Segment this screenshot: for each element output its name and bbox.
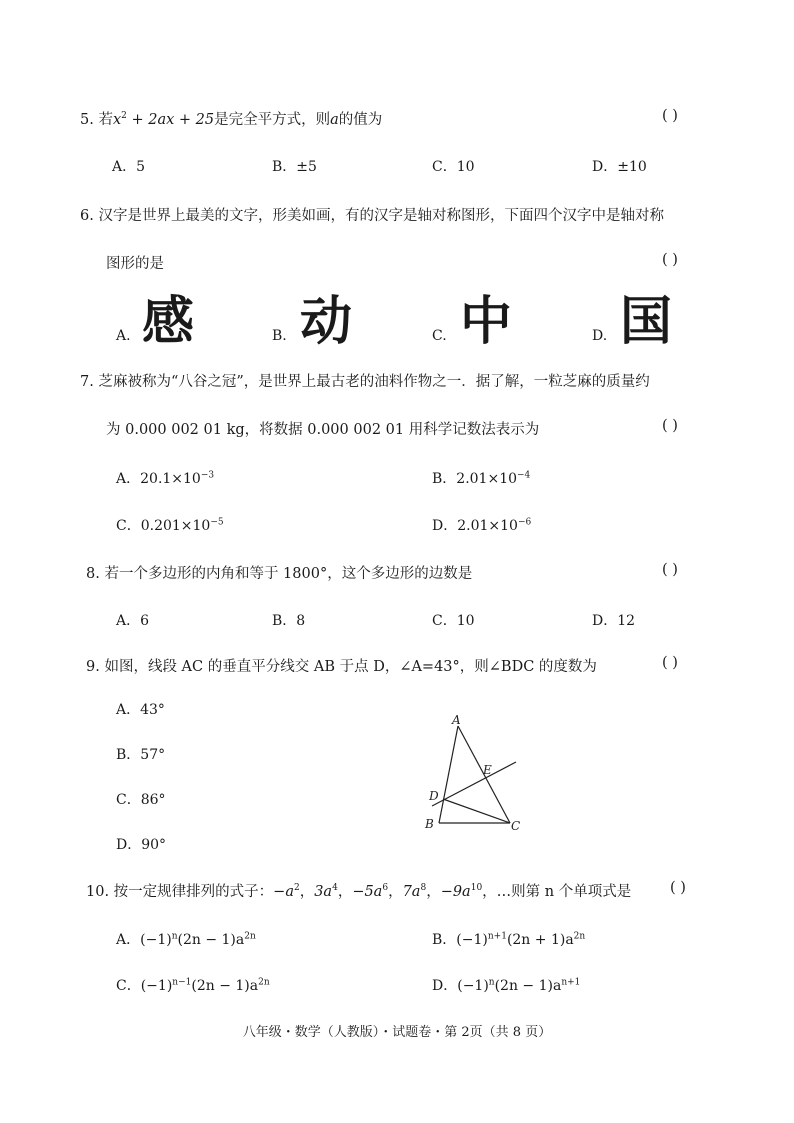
q6-label-a[interactable]: A. [116,328,131,344]
q10-option-d-e2: n+1 [561,977,581,988]
q8-answer-paren[interactable]: ( ) [662,562,678,578]
q5-expr-main: x [112,112,122,128]
q10-option-c-e1: n−1 [172,977,192,988]
q7-option-b-exp: −4 [517,470,531,481]
segment-ab [439,726,458,823]
q8-option-a[interactable]: A．6 [116,613,150,629]
q8-option-b[interactable]: B．8 [272,613,306,629]
q10-term-3: −5a [352,884,383,900]
q5-var: a [330,112,339,128]
q7-option-d[interactable] [432,515,531,535]
q10-option-b[interactable] [432,929,585,949]
q6-number: 6. [80,208,94,224]
q5-option-b[interactable]: B．±5 [272,159,317,175]
q7-option-b-base: 2.01×10 [456,471,518,487]
q10-text-post: …则第 n 个单项式是 [496,884,632,900]
q7-option-d-label: D． [432,518,458,534]
q5-option-d[interactable]: D．±10 [592,159,647,175]
q5-answer-paren[interactable]: ( ) [662,108,678,124]
point-label-a: A [452,713,461,727]
q6-char-a: 感 [142,292,195,352]
q10-text-pre: 按一定规律排列的式子： [113,884,274,900]
q7-number: 7. [80,374,94,390]
q10-option-d-label: D． [432,978,458,994]
q10-option-a-p2: (2n − 1)a [177,932,245,948]
q7-stem-line1 [80,370,650,391]
q10-option-c-label: C． [116,978,141,994]
q10-option-a-label: A． [116,932,141,948]
q7-option-a-label: A． [116,471,141,487]
q6-label-d[interactable]: D. [592,328,608,344]
q9-text: 如图，线段 AC 的垂直平分线交 AB 于点 D，∠A=43°，则∠BDC 的度数为 [104,659,597,675]
q10-option-a-e2: 2n [244,931,256,942]
q7-option-c[interactable] [116,515,224,535]
q9-option-d[interactable]: D．90° [116,837,167,853]
q7-option-a-base: 20.1×10 [140,471,201,487]
q5-option-c[interactable]: C．10 [432,159,475,175]
q8-option-c[interactable]: C．10 [432,613,475,629]
page-footer: 八年级・数学（人教版）・试题卷・第 2页（共 8 页） [242,1025,552,1040]
q10-option-b-e2: 2n [573,931,586,942]
q6-line2: 图形的是 [106,256,164,272]
q10-answer-paren[interactable]: ( ) [670,880,686,896]
q10-option-a-e1: n [171,931,178,942]
point-label-b: B [425,817,434,831]
q9-answer-paren[interactable]: ( ) [662,655,678,671]
q7-option-c-exp: −5 [210,517,224,528]
q9-number: 9. [86,659,100,675]
q5-number: 5. [80,112,94,128]
q5-option-a[interactable]: A．5 [112,159,146,175]
q9-option-c[interactable]: C．86° [116,792,166,808]
q8-option-d[interactable]: D．12 [592,613,636,629]
q5-post: 是完全平方式，则 [214,112,331,128]
q10-term-4-exp: 8 [420,883,427,894]
q9-triangle-figure [412,710,542,840]
q6-label-b[interactable]: B. [272,328,287,344]
q10-term-4: 7a [402,884,421,900]
q9-option-b[interactable]: B．57° [116,747,166,763]
q7-line1: 芝麻被称为“八谷之冠”，是世界上最古老的油料作物之一．据了解，一粒芝麻的质量约 [98,374,650,390]
q10-term-3-exp: 6 [382,883,389,894]
q5-expr-rest: + 2ax + 25 [126,112,215,128]
q10-option-d-p1: (−1) [457,978,489,994]
q10-number: 10. [86,884,110,900]
q6-stem-line1 [80,204,664,225]
q10-option-c-p2: (2n − 1)a [191,978,259,994]
q10-term-2-exp: 4 [332,883,338,894]
q6-answer-paren[interactable]: ( ) [662,252,678,268]
q10-term-5: −9a [440,884,471,900]
q8-stem [86,562,472,583]
q10-option-d-e1: n [488,977,495,988]
q10-term-1-exp: 2 [293,883,300,894]
q10-option-c-e2: 2n [258,977,270,988]
q5-stem [80,108,382,129]
q7-option-c-label: C． [116,518,141,534]
q6-char-b: 动 [300,292,353,352]
q8-text: 若一个多边形的内角和等于 1800°，这个多边形的边数是 [104,566,473,582]
q7-option-b[interactable] [432,468,530,488]
q10-option-a-p1: (−1) [140,932,172,948]
q7-line2: 为 0.000 002 01 kg，将数据 0.000 002 01 用科学记数法表示为 [106,422,540,438]
q10-stem: 10. 按一定规律排列的式子：$-a^2$，$3a^4$，$-5a^6$，$7a^8$，$-9a^{10}$，…则第 n 个单项式是 [86,883,632,900]
q5-expr-sup: 2 [121,111,127,122]
q6-label-c[interactable]: C. [432,328,447,344]
q7-option-b-label: B． [432,471,457,487]
q7-option-c-base: 0.201×10 [140,518,211,534]
q10-term-2: 3a [314,884,333,900]
q10-option-b-label: B． [432,932,457,948]
point-label-e: E [483,763,492,777]
q7-option-d-base: 2.01×10 [457,518,518,534]
q10-option-b-e1: n+1 [487,931,507,942]
q10-term-5-exp: 10 [470,883,483,894]
q10-option-d-p2: (2n − 1)a [494,978,562,994]
q10-option-b-p1: (−1) [456,932,488,948]
q8-number: 8. [86,566,100,582]
perpendicular-bisector [432,762,516,806]
q7-option-a[interactable] [116,468,214,488]
point-label-c: C [511,819,521,833]
q6-char-d: 国 [620,292,673,352]
segment-dc [443,799,510,823]
point-label-d: D [429,789,439,803]
q5-pre: 若 [98,112,113,128]
q7-option-d-exp: −6 [517,517,532,528]
q6-line1: 汉字是世界上最美的文字，形美如画，有的汉字是轴对称图形，下面四个汉字中是轴对称 [98,208,664,224]
q10-option-d[interactable] [432,975,580,995]
q10-option-a[interactable] [116,929,256,949]
q10-option-b-p2: (2n + 1)a [506,932,574,948]
q7-answer-paren[interactable]: ( ) [662,418,678,434]
q10-option-c-p1: (−1) [140,978,173,994]
q10-term-1: −a [273,884,294,900]
q6-char-c: 中 [460,292,513,352]
q9-option-a[interactable]: A．43° [116,702,165,718]
q5-tail: 的值为 [338,112,383,128]
q7-option-a-exp: −3 [200,470,215,481]
q9-stem [86,655,597,676]
q10-option-c[interactable] [116,975,270,995]
